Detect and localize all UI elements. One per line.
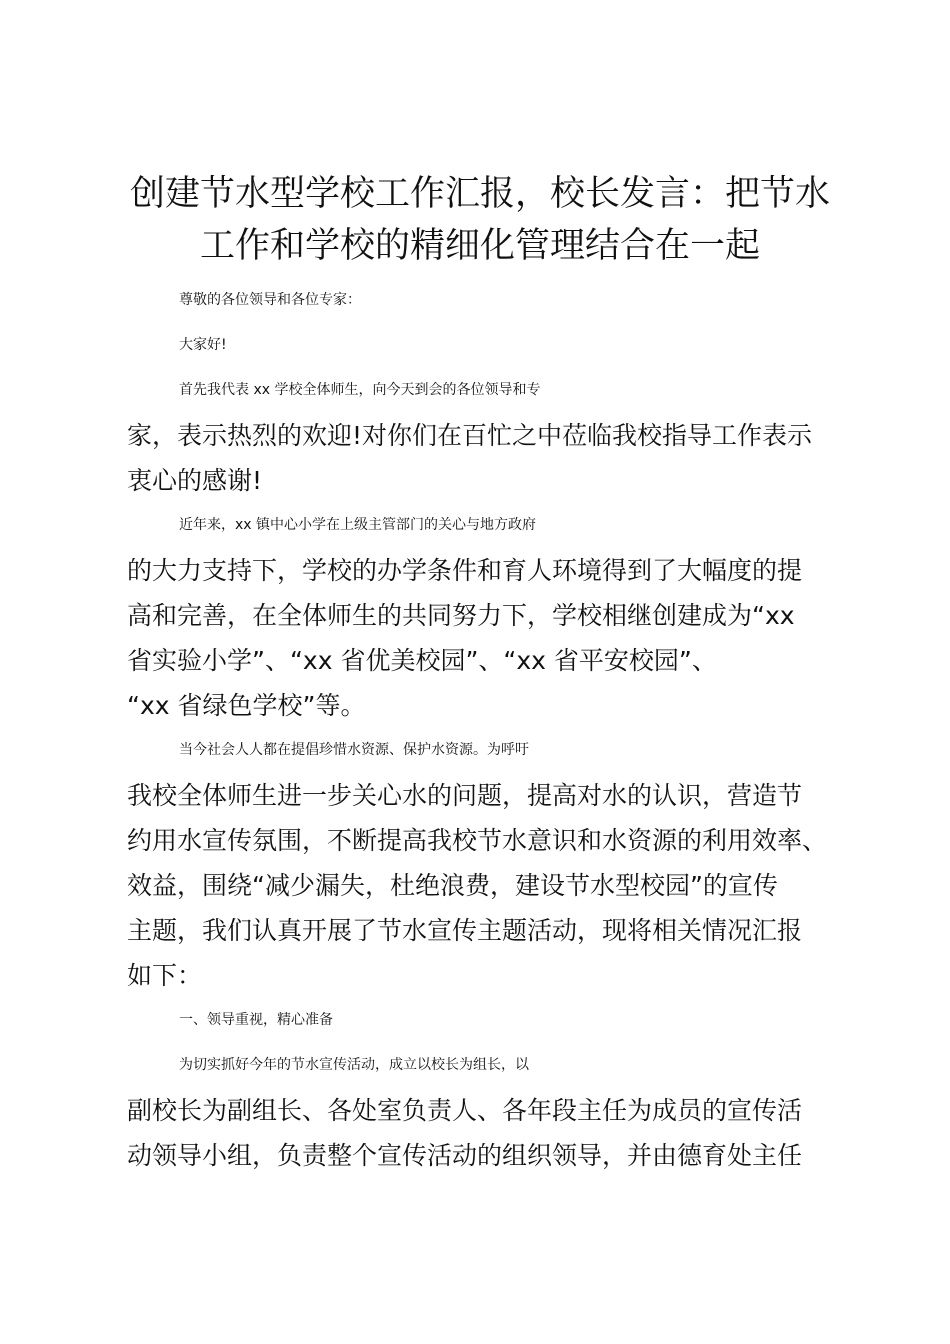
body-line: 动领导小组，负责整个宣传活动的组织领导，并由德育处主任 xyxy=(127,1141,803,1170)
body-line: 约用水宣传氛围，不断提高我校节水意识和水资源的利用效率、 xyxy=(127,826,828,855)
body-line: 效益，围绕“减少漏失，杜绝浪费，建设节水型校园”的宣传 xyxy=(127,871,778,900)
document-title xyxy=(110,168,850,272)
body-line: 当今社会人人都在提倡珍惜水资源、保护水资源。为呼吁 xyxy=(179,742,529,758)
body-line: 衷心的感谢! xyxy=(127,466,263,495)
body-line: 副校长为副组长、各处室负责人、各年段主任为成员的宣传活 xyxy=(127,1096,803,1125)
body-line: 省实验小学”、“xx 省优美校园”、“xx 省平安校园”、 xyxy=(127,646,717,675)
title-line-2: 工作和学校的精细化管理结合在一起 xyxy=(199,226,760,266)
body-line: “xx 省绿色学校”等。 xyxy=(127,691,366,720)
title-line-1: 创建节水型学校工作汇报，校长发言：把节水 xyxy=(129,174,830,214)
section-heading: 一、领导重视，精心准备 xyxy=(179,1012,333,1028)
body-line: 主题，我们认真开展了节水宣传主题活动，现将相关情况汇报 xyxy=(127,916,803,945)
body-line: 高和完善，在全体师生的共同努力下，学校相继创建成为“xx xyxy=(127,601,795,630)
body-line: 尊敬的各位领导和各位专家： xyxy=(179,292,361,308)
body-line: 的大力支持下，学校的办学条件和育人环境得到了大幅度的提 xyxy=(127,556,803,585)
body-line: 为切实抓好今年的节水宣传活动，成立以校长为组长，以 xyxy=(179,1057,529,1073)
body-line: 首先我代表 xx 学校全体师生，向今天到会的各位领导和专 xyxy=(179,382,541,398)
body-line: 如下： xyxy=(127,961,203,990)
body-line: 家，表示热烈的欢迎!对你们在百忙之中莅临我校指导工作表示 xyxy=(127,421,813,450)
body-line: 大家好! xyxy=(179,337,227,353)
body-line: 我校全体师生进一步关心水的问题，提高对水的认识，营造节 xyxy=(127,781,803,810)
body-line: 近年来，xx 镇中心小学在上级主管部门的关心与地方政府 xyxy=(179,517,537,533)
document-body xyxy=(127,278,837,1178)
